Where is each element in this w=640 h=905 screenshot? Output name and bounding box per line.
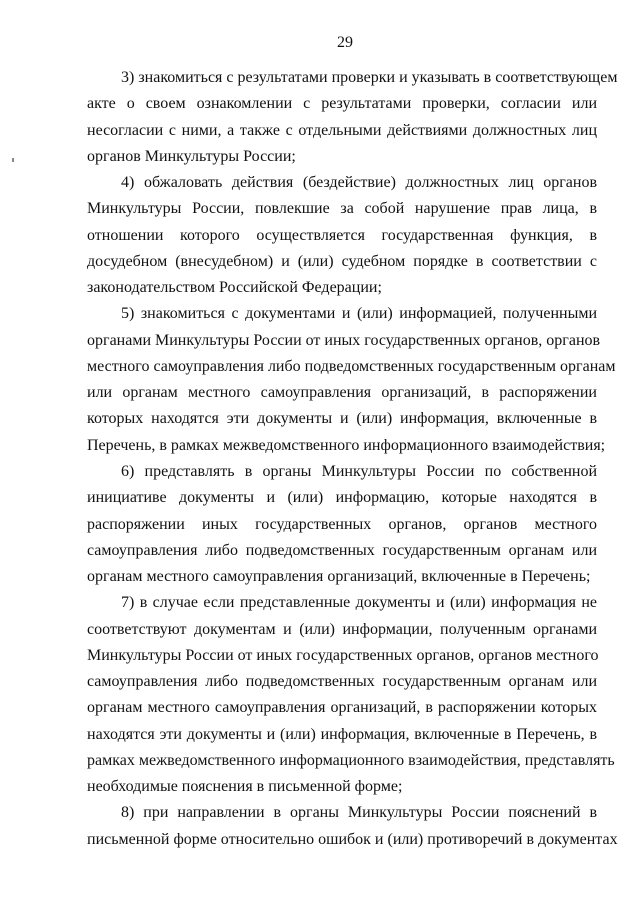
text-line: самоуправления либо подведомственных государственным органам или — [87, 673, 597, 691]
text-line: местного самоуправления либо подведомственных государственным органам — [87, 357, 616, 375]
text-line: инициативе документы и (или) информацию, которые находятся в — [87, 489, 597, 507]
text-line: 4) обжаловать действия (бездействие) должностных лиц органов — [121, 174, 597, 192]
page-number: 29 — [337, 34, 353, 51]
text-line: отношении которого осуществляется государственная функция, в — [87, 226, 597, 244]
text-line: законодательством Российской Федерации; — [87, 279, 382, 297]
text-line: органам местного самоуправления организаций, в распоряжении которых — [87, 699, 597, 717]
paragraph — [87, 459, 597, 590]
text-line: 3) знакомиться с результатами проверки и указывать в соответствующем — [121, 69, 618, 86]
document-body — [87, 65, 618, 853]
text-line: рамках межведомственного информационного взаимодействия, представлять — [87, 751, 615, 769]
text-line: самоуправления либо подведомственных государственным органам или — [87, 541, 597, 559]
text-line: органов Минкультуры России; — [87, 147, 296, 165]
text-line: Минкультуры России, повлекшие за собой нарушение прав лица, в — [87, 200, 597, 218]
text-line: органам местного самоуправления организаций, включенные в Перечень; — [87, 568, 591, 586]
paragraph — [87, 65, 618, 170]
text-line: необходимые пояснения в письменной форме; — [87, 778, 403, 796]
text-line: соответствуют документам и (или) информации, полученным органами — [87, 620, 597, 638]
text-line: досудебном (внесудебном) и (или) судебном порядке в соответствии с — [87, 252, 597, 270]
paragraph — [87, 590, 615, 800]
paragraph — [87, 170, 597, 301]
scan-mark — [12, 158, 14, 162]
text-line: Перечень, в рамках межведомственного информационного взаимодействия; — [87, 436, 606, 454]
text-line: акте о своем ознакомлении с результатами проверки, согласии или — [87, 95, 597, 113]
text-line: органами Минкультуры России от иных государственных органов, органов — [87, 331, 601, 349]
text-line: несогласии с ними, а также с отдельными действиями должностных лиц — [87, 121, 597, 139]
paragraph — [87, 301, 616, 459]
text-line: или органам местного самоуправления организаций, в распоряжении — [87, 384, 597, 402]
paragraph — [87, 800, 618, 853]
text-line: которых находятся эти документы и (или) информация, включенные в — [87, 410, 597, 428]
text-line: 8) при направлении в органы Минкультуры России пояснений в — [121, 804, 597, 822]
text-line: распоряжении иных государственных органов, органов местного — [87, 515, 597, 533]
text-line: Минкультуры России от иных государственных органов, органов местного — [87, 646, 599, 664]
text-line: письменной форме относительно ошибок и (или) противоречий в документах — [87, 830, 618, 848]
text-line: 5) знакомиться с документами и (или) информацией, полученными — [121, 305, 597, 323]
text-line: находятся эти документы и (или) информация, включенные в Перечень, в — [87, 725, 597, 743]
text-line: 6) представлять в органы Минкультуры России по собственной — [121, 462, 597, 480]
text-line: 7) в случае если представленные документы и (или) информация не — [121, 594, 597, 612]
